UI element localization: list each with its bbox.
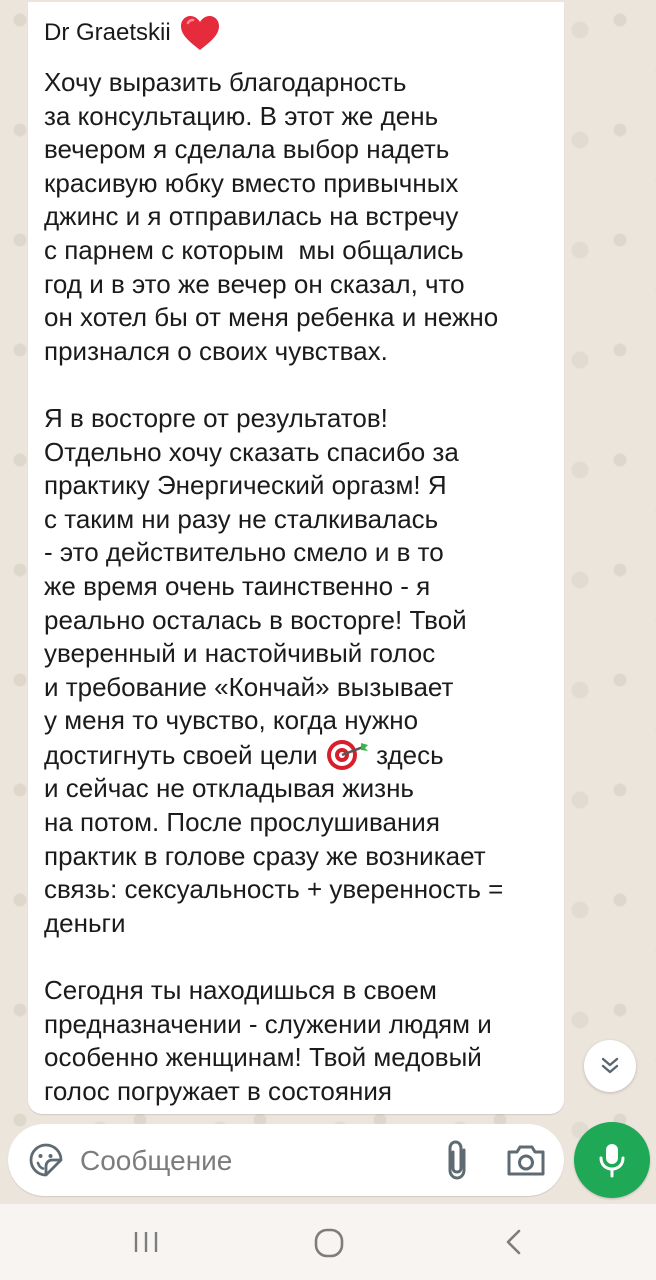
- message-text: [44, 66, 548, 1108]
- target-dart-icon: [325, 738, 369, 772]
- message-text-part-2: здесь и сейчас не откладывая жизнь на потом. После прослушивания практик в голове сразу же возникает связь: сексуальность + уверенность = деньги Сегодня ты находишься в своем предназначении - служении людям и особенно женщинам! Твой медовый голос погружает в состояния: [44, 739, 504, 1106]
- system-navigation-bar: [0, 1204, 656, 1280]
- recent-apps-icon[interactable]: [128, 1228, 164, 1256]
- red-heart-icon: [179, 14, 221, 52]
- microphone-icon: [597, 1142, 627, 1178]
- paperclip-icon[interactable]: [438, 1138, 478, 1182]
- sender-name: Dr Graetskii: [44, 19, 171, 46]
- double-chevron-down-icon: [598, 1054, 622, 1078]
- message-input[interactable]: [78, 1140, 422, 1182]
- emoji-sticker-icon[interactable]: [28, 1142, 64, 1178]
- scroll-down-button[interactable]: [584, 1040, 636, 1092]
- camera-icon[interactable]: [504, 1140, 548, 1180]
- message-composer: [8, 1124, 564, 1196]
- microphone-button[interactable]: [574, 1122, 650, 1198]
- back-icon[interactable]: [500, 1228, 528, 1256]
- message-bubble[interactable]: [28, 2, 564, 1114]
- home-icon[interactable]: [312, 1226, 346, 1260]
- message-sender-row: [44, 12, 548, 54]
- message-text-part-1: Хочу выразить благодарность за консультацию. В этот же день вечером я сделала выбор надеть красивую юбку вместо привычных джинс и я отправилась на встречу с парнем с которым мы общались год и в это же вечер он сказал, что он хотел бы от меня ребенка и нежно признался о своих чувствах. Я в восторге от результатов! Отдельно хочу сказать спасибо за практику Энергический оргазм! Я с таким ни разу не сталкивалась - это действительно смело и в то же время очень таинственно - я реально осталась в восторге! Твой уверенный и настойчивый голос и требование «Кончай» вызывает у меня то чувство, когда нужно достигнуть своей цели: [44, 67, 499, 770]
